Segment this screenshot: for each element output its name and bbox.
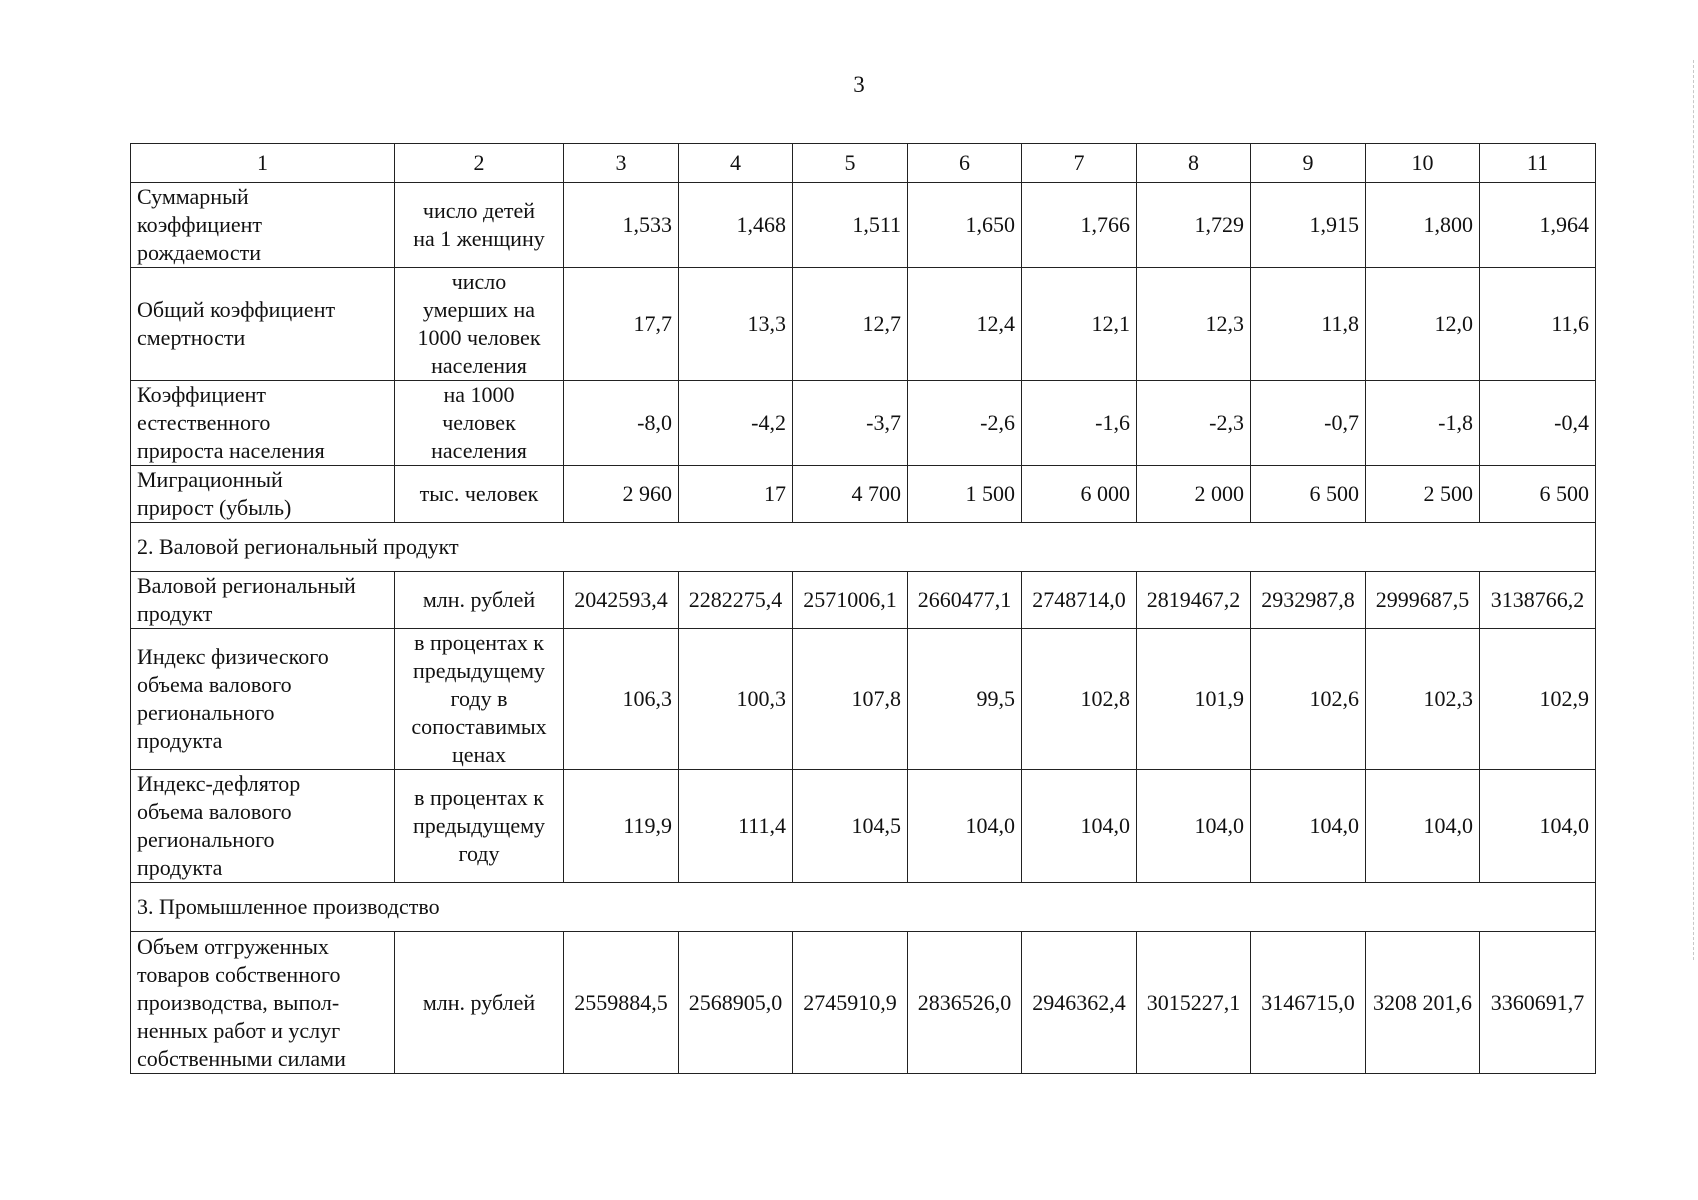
value-cell: 104,0 [1022,770,1137,883]
value-cell: 2559884,5 [564,932,679,1074]
unit-line: млн. рублей [422,587,536,612]
value-cell: 12,7 [793,268,908,381]
unit-line: на 1 женщину [413,226,545,251]
indicator-line: Индекс-дефлятор [137,771,301,796]
value-cell: 102,3 [1366,629,1480,770]
unit-line: ценах [451,742,507,767]
value-cell: 2568905,0 [679,932,793,1074]
value-cell: -0,7 [1251,381,1366,466]
value-cell: 17,7 [564,268,679,381]
value-cell: 3015227,1 [1137,932,1251,1074]
unit-line: населения [431,438,527,463]
value-cell: 1,468 [679,183,793,268]
value-cell: 99,5 [908,629,1022,770]
value-cell: 1,964 [1480,183,1596,268]
value-cell: 107,8 [793,629,908,770]
value-cell: 6 500 [1480,466,1596,523]
unit-cell [395,770,564,883]
value-cell: 104,0 [1251,770,1366,883]
unit-cell [395,268,564,381]
column-number: 3 [564,144,679,183]
indicator-cell [131,268,395,381]
indicator-line: коэффициент [137,212,263,237]
value-cell: -2,6 [908,381,1022,466]
value-cell: 104,0 [908,770,1022,883]
value-cell: -8,0 [564,381,679,466]
unit-line: предыдущему [412,658,546,683]
scan-edge-artifact [1691,60,1694,960]
indicator-line: товаров собственного [137,961,341,987]
column-number: 6 [908,144,1022,183]
unit-line: умерших на [422,297,536,322]
value-cell: 6 000 [1022,466,1137,523]
indicator-line: продукт [137,601,213,626]
indicator-line: прироста населения [137,438,325,463]
indicator-line: объема валового [137,799,292,824]
value-cell: -0,4 [1480,381,1596,466]
indicator-line: Общий коэффициент [137,297,336,322]
unit-line: число [451,269,507,294]
value-cell: 3138766,2 [1480,572,1596,629]
value-cell: 2946362,4 [1022,932,1137,1074]
unit-line: человек [442,410,516,435]
unit-line: населения [431,353,527,378]
table-row [131,629,1596,770]
value-cell: 119,9 [564,770,679,883]
indicator-line: Коэффициент [137,382,267,407]
indicator-line: ненных работ и услуг [137,1017,341,1043]
value-cell: 2 000 [1137,466,1251,523]
column-number: 9 [1251,144,1366,183]
value-cell: -3,7 [793,381,908,466]
unit-line: на 1000 [443,382,515,407]
value-cell: 2 960 [564,466,679,523]
value-cell: 2745910,9 [793,932,908,1074]
value-cell: 1,511 [793,183,908,268]
column-number: 5 [793,144,908,183]
value-cell: 12,3 [1137,268,1251,381]
value-cell: 2 500 [1366,466,1480,523]
unit-cell [395,381,564,466]
unit-line: число детей [422,198,536,223]
unit-line: сопоставимых [411,714,547,739]
table-row [131,466,1596,523]
value-cell: 104,0 [1137,770,1251,883]
value-cell: -1,8 [1366,381,1480,466]
column-number: 11 [1480,144,1596,183]
value-cell: 4 700 [793,466,908,523]
value-cell: 2042593,4 [564,572,679,629]
table-row [131,268,1596,381]
unit-cell [395,466,564,523]
value-cell: 2660477,1 [908,572,1022,629]
column-number: 2 [395,144,564,183]
indicator-line: регионального [137,827,275,852]
value-cell: 6 500 [1251,466,1366,523]
indicator-line: рождаемости [137,240,261,265]
value-cell: -1,6 [1022,381,1137,466]
value-cell: 17 [679,466,793,523]
column-number-row [131,144,1596,183]
value-cell: 1,766 [1022,183,1137,268]
table-row [131,932,1596,1074]
value-cell: 12,1 [1022,268,1137,381]
column-number: 4 [679,144,793,183]
value-cell: 2836526,0 [908,932,1022,1074]
column-number: 8 [1137,144,1251,183]
table-row [131,770,1596,883]
section-row [131,523,1596,572]
indicator-line: производства, выпол- [137,989,340,1015]
column-number: 10 [1366,144,1480,183]
value-cell: 1,729 [1137,183,1251,268]
unit-line: млн. рублей [422,989,536,1015]
indicator-line: продукта [137,855,223,880]
indicator-line: Индекс физического [137,644,329,669]
table-body [131,144,1596,1074]
value-cell: 1,915 [1251,183,1366,268]
indicator-line: Миграционный [137,467,283,492]
unit-line: тыс. человек [419,481,539,506]
indicator-cell [131,629,395,770]
indicator-line: объема валового [137,672,292,697]
indicator-cell [131,770,395,883]
indicator-line: естественного [137,410,271,435]
value-cell: 104,0 [1366,770,1480,883]
unit-cell [395,572,564,629]
indicator-line: продукта [137,728,223,753]
unit-line: предыдущему [412,813,546,838]
unit-line: году [458,841,500,866]
unit-cell [395,629,564,770]
indicator-cell [131,381,395,466]
table-row [131,381,1596,466]
table-row [131,183,1596,268]
value-cell: 11,6 [1480,268,1596,381]
indicator-line: смертности [137,325,246,350]
value-cell: 2819467,2 [1137,572,1251,629]
value-cell: 100,3 [679,629,793,770]
value-cell: 12,4 [908,268,1022,381]
value-cell: 12,0 [1366,268,1480,381]
value-cell: 111,4 [679,770,793,883]
value-cell: 3146715,0 [1251,932,1366,1074]
value-cell: 3360691,7 [1480,932,1596,1074]
table-row [131,572,1596,629]
value-cell: 2748714,0 [1022,572,1137,629]
indicator-cell [131,466,395,523]
value-cell: 102,6 [1251,629,1366,770]
page-number: 3 [853,72,865,97]
column-number: 1 [131,144,395,183]
value-cell: 104,5 [793,770,908,883]
indicator-cell [131,932,395,1074]
section-row [131,883,1596,932]
indicator-line: собственными силами [137,1045,346,1071]
value-cell: 1,800 [1366,183,1480,268]
section-title: 3. Промышленное производство [131,883,1596,932]
unit-line: в процентах к [414,630,544,655]
value-cell: 102,8 [1022,629,1137,770]
indicator-line: Объем отгруженных [137,933,329,959]
indicator-line: регионального [137,700,275,725]
indicators-table [130,143,1596,1074]
value-cell: 13,3 [679,268,793,381]
value-cell: 2571006,1 [793,572,908,629]
value-cell: 1,533 [564,183,679,268]
value-cell: 2999687,5 [1366,572,1480,629]
section-title: 2. Валовой региональный продукт [131,523,1596,572]
value-cell: -2,3 [1137,381,1251,466]
indicator-line: Суммарный [137,184,249,209]
value-cell: -4,2 [679,381,793,466]
indicator-cell [131,183,395,268]
value-cell: 2932987,8 [1251,572,1366,629]
value-cell: 3208 201,6 [1366,932,1480,1074]
value-cell: 1 500 [908,466,1022,523]
column-number: 7 [1022,144,1137,183]
indicator-line: Валовой региональный [137,573,356,598]
value-cell: 102,9 [1480,629,1596,770]
unit-line: 1000 человек [417,325,541,350]
value-cell: 2282275,4 [679,572,793,629]
value-cell: 11,8 [1251,268,1366,381]
value-cell: 101,9 [1137,629,1251,770]
value-cell: 104,0 [1480,770,1596,883]
unit-cell [395,932,564,1074]
value-cell: 106,3 [564,629,679,770]
unit-line: году в [450,686,508,711]
value-cell: 1,650 [908,183,1022,268]
indicator-line: прирост (убыль) [137,495,292,520]
unit-line: в процентах к [414,785,544,810]
indicator-cell [131,572,395,629]
unit-cell [395,183,564,268]
